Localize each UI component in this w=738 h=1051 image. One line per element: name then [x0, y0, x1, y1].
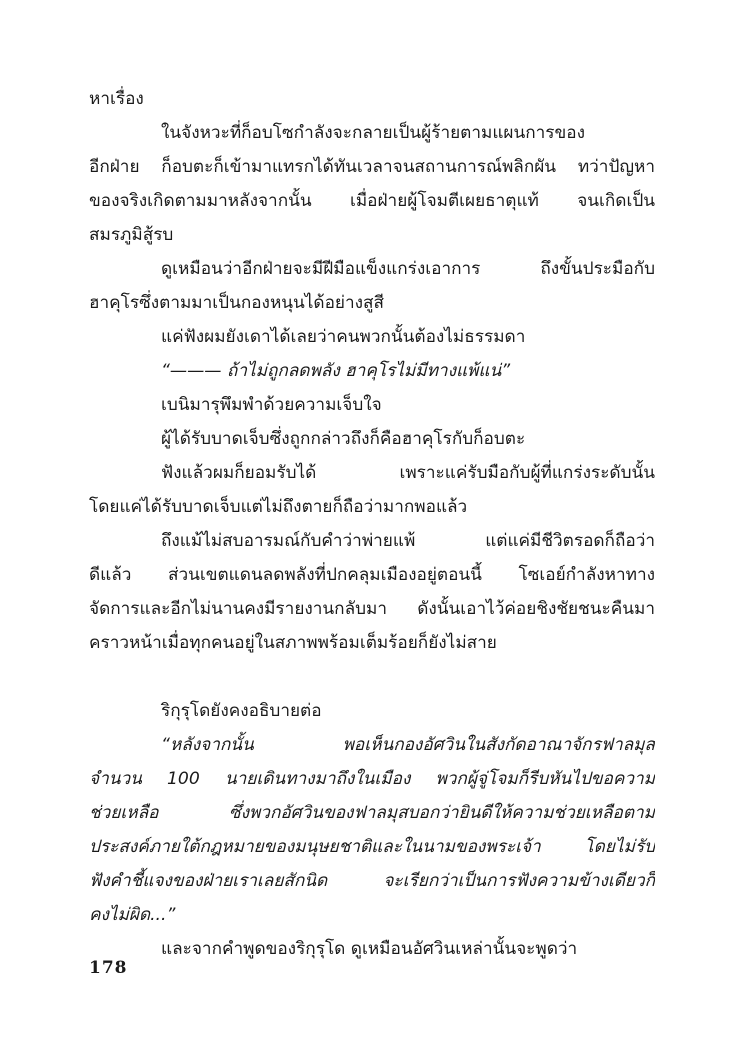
text-line: ฟังแล้วผมก็ยอมรับได้ เพราะแค่รับมือกับผู้ที่แกร่งระดับนั้น — [161, 463, 655, 483]
text-line: ริกุรุโดยังคงอธิบายต่อ — [161, 701, 322, 721]
text-line: แค่ฟังผมยังเดาได้เลยว่าคนพวกนั้นต้องไม่ธรรมดา — [161, 327, 526, 347]
text-line: หาเรื่อง — [89, 89, 144, 109]
blank-line — [89, 660, 655, 694]
text-line: อีกฝ่าย ก็อบตะก็เข้ามาแทรกได้ทันเวลาจนสถานการณ์พลิกผัน ทว่าปัญหา — [89, 157, 655, 177]
text-line: ในจังหวะที่ก็อบโซกำลังจะกลายเป็นผู้ร้ายตามแผนการของ — [161, 123, 585, 143]
text-line: ผู้ได้รับบาดเจ็บซึ่งถูกกล่าวถึงก็คือฮาคุโรกับก็อบตะ — [161, 429, 526, 449]
text-line: ดูเหมือนว่าอีกฝ่ายจะมีฝีมือแข็งแกร่งเอาการ ถึงขั้นประมือกับ — [161, 259, 655, 279]
text-line: ฮาคุโรซึ่งตามมาเป็นกองหนุนได้อย่างสูสี — [89, 293, 384, 313]
text-line: จำนวน 100 นายเดินทางมาถึงในเมือง พวกผู้จู่โจมก็รีบหันไปขอความ — [89, 769, 655, 789]
text-line: เบนิมารุพึมพำด้วยความเจ็บใจ — [161, 395, 382, 415]
text-line: และจากคำพูดของริกุรุโด ดูเหมือนอัศวินเหล่านั้นจะพูดว่า — [161, 939, 578, 959]
text-line: โดยแค่ได้รับบาดเจ็บแต่ไม่ถึงตายก็ถือว่ามากพอแล้ว — [89, 497, 468, 517]
text-line: ถึงแม้ไม่สบอารมณ์กับคำว่าพ่ายแพ้ แต่แค่มีชีวิตรอดก็ถือว่า — [161, 531, 655, 551]
text-line: จัดการและอีกไม่นานคงมีรายงานกลับมา ดังนั้นเอาไว้ค่อยชิงชัยชนะคืนมา — [89, 599, 655, 619]
text-line: ฟังคำชี้แจงของฝ่ายเราเลยสักนิด จะเรียกว่าเป็นการฟังความข้างเดียวก็ — [89, 871, 655, 891]
text-line: ดีแล้ว ส่วนเขตแดนลดพลังที่ปกคลุมเมืองอยู่ตอนนี้ โซเอย์กำลังหาทาง — [89, 565, 655, 585]
body-text — [89, 82, 655, 966]
text-line: ช่วยเหลือ ซึ่งพวกอัศวินของฟาลมุสบอกว่ายินดีให้ความช่วยเหลือตาม — [89, 803, 655, 823]
text-line: “——— ถ้าไม่ถูกลดพลัง ฮาคุโรไม่มีทางแพ้แน่” — [161, 361, 511, 381]
text-line: สมรภูมิสู้รบ — [89, 225, 174, 245]
text-line: คงไม่ผิด...” — [89, 905, 176, 925]
text-line: คราวหน้าเมื่อทุกคนอยู่ในสภาพพร้อมเต็มร้อยก็ยังไม่สาย — [89, 633, 497, 653]
text-line: ประสงค์ภายใต้กฎหมายของมนุษยชาติและในนามของพระเจ้า โดยไม่รับ — [89, 837, 655, 857]
text-line: “หลังจากนั้น พอเห็นกองอัศวินในสังกัดอาณาจักรฟาลมุส — [161, 735, 655, 755]
page-number: 178 — [89, 958, 128, 978]
text-line: ของจริงเกิดตามมาหลังจากนั้น เมื่อฝ่ายผู้โจมตีเผยธาตุแท้ จนเกิดเป็น — [89, 191, 655, 211]
